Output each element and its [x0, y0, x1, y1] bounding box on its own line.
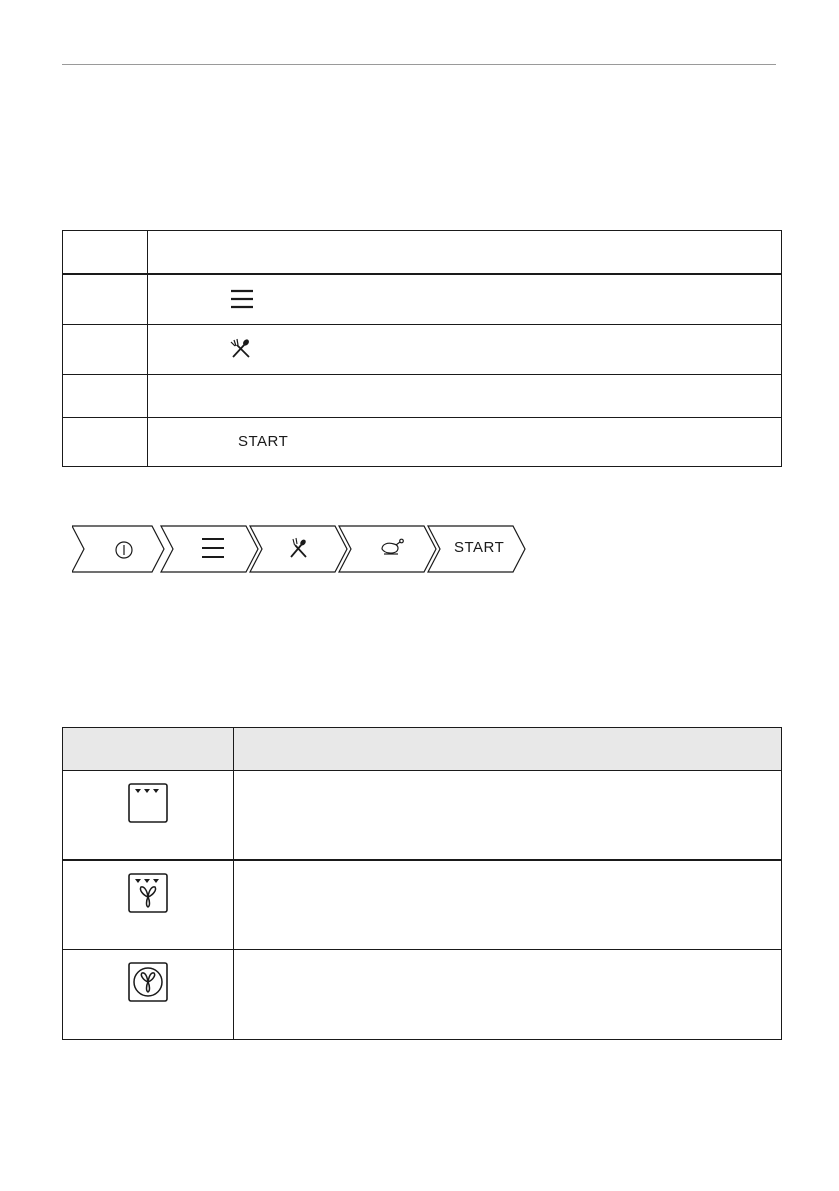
steps-table	[62, 230, 782, 467]
modes-header-description	[234, 728, 782, 771]
mode-cell-symbol	[63, 950, 234, 1040]
menu-icon	[202, 539, 224, 557]
chevron-strip	[72, 525, 532, 573]
steps-row	[63, 418, 782, 467]
chevron-step	[72, 526, 164, 572]
mode-cell-description	[234, 771, 782, 861]
roast-chicken-icon	[382, 539, 403, 554]
mode-cell-symbol	[63, 771, 234, 861]
start-label: START	[238, 433, 289, 450]
steps-cell-action	[148, 418, 782, 467]
modes-table-header	[63, 728, 782, 771]
steps-cell-action	[148, 375, 782, 418]
steps-cell-action	[148, 325, 782, 375]
steps-cell-step	[63, 325, 148, 375]
mode-cell-symbol	[63, 860, 234, 950]
fan-top-heat-icon	[128, 873, 168, 918]
mode-row	[63, 771, 782, 861]
modes-table	[62, 727, 782, 1040]
chevron-step	[339, 526, 436, 572]
header-rule	[62, 64, 776, 65]
mode-row	[63, 950, 782, 1040]
fork-spoon-icon	[291, 538, 307, 557]
steps-header-step	[63, 231, 148, 275]
mode-row	[63, 860, 782, 950]
steps-table-header	[63, 231, 782, 275]
steps-header-action	[148, 231, 782, 275]
steps-row	[63, 274, 782, 325]
top-heat-icon	[128, 783, 168, 828]
modes-header-symbol	[63, 728, 234, 771]
power-icon	[116, 542, 132, 558]
steps-cell-step	[63, 375, 148, 418]
steps-row	[63, 325, 782, 375]
start-label: START	[454, 539, 505, 556]
mode-cell-description	[234, 860, 782, 950]
fan-icon	[128, 962, 168, 1007]
mode-cell-description	[234, 950, 782, 1040]
steps-row	[63, 375, 782, 418]
menu-icon	[230, 288, 254, 315]
steps-cell-step	[63, 418, 148, 467]
steps-cell-action	[148, 274, 782, 325]
fork-spoon-icon	[230, 338, 252, 365]
steps-cell-step	[63, 274, 148, 325]
